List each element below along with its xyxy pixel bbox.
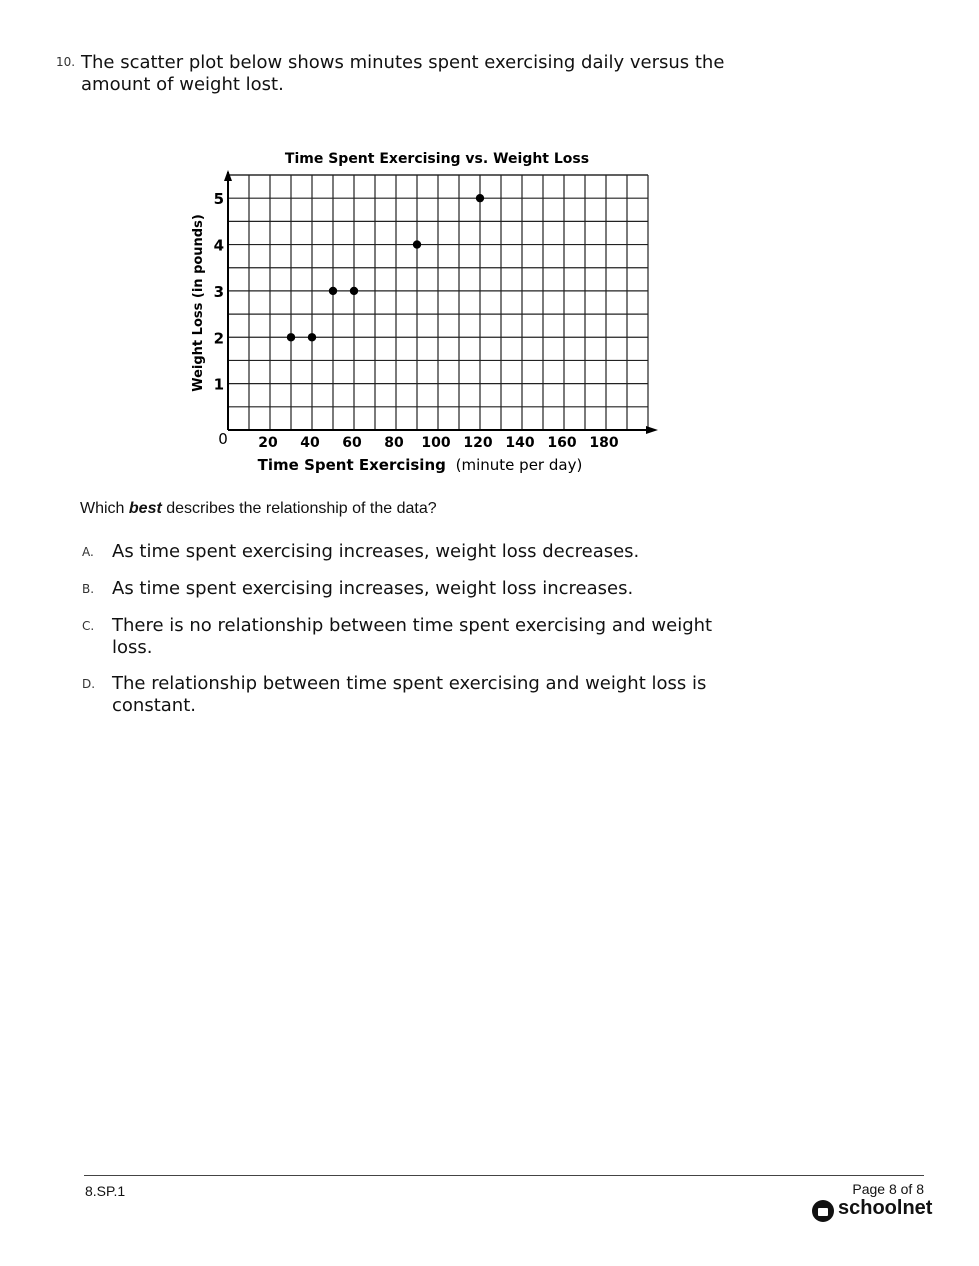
house-icon [812, 1200, 834, 1222]
footer-divider [84, 1175, 924, 1176]
y-tick-label: 1 [213, 375, 224, 394]
choice-letter: A. [82, 545, 94, 559]
prompt-pre: Which [80, 500, 129, 517]
x-tick-label: 100 [421, 435, 451, 451]
y-tick-label: 4 [213, 236, 224, 255]
y-tick-label: 3 [213, 282, 224, 301]
x-tick-label: 20 [258, 435, 278, 451]
choice-text: As time spent exercising increases, weight loss decreases. [112, 541, 640, 562]
x-axis-label: Time Spent Exercising [257, 456, 446, 474]
schoolnet-logo [812, 1197, 933, 1223]
choice-text: As time spent exercising increases, weight loss increases. [112, 578, 634, 599]
y-tick-label: 2 [213, 329, 224, 348]
y-tick-label: 5 [213, 190, 224, 209]
x-axis-label-unit: (minute per day) [455, 456, 583, 474]
choice-text: The relationship between time spent exercising and weight loss is constant. [112, 673, 707, 716]
data-point [287, 333, 295, 341]
x-tick-label: 120 [463, 435, 493, 451]
x-tick-label: 140 [505, 435, 535, 451]
origin-label: 0 [218, 430, 228, 448]
standard-code: 8.SP.1 [85, 1183, 126, 1199]
x-tick-label: 180 [589, 435, 619, 451]
chart-title: Time Spent Exercising vs. Weight Loss [284, 151, 590, 167]
page-number: Page 8 of 8 [852, 1181, 924, 1197]
choice-text: There is no relationship between time spent exercising and weight loss. [112, 615, 713, 658]
data-point [329, 287, 337, 295]
x-tick-label: 40 [300, 435, 320, 451]
scatter-chart [180, 140, 660, 480]
prompt-emphasis: best [128, 500, 162, 517]
prompt-post: describes the relationship of the data? [161, 500, 437, 517]
chart-grid [228, 175, 648, 430]
choice-letter: C. [82, 619, 95, 633]
y-axis-label: Weight Loss (in pounds) [191, 214, 206, 392]
choice-letter: B. [82, 582, 95, 596]
y-tick-labels [214, 190, 224, 393]
x-tick-label: 160 [547, 435, 577, 451]
data-point [308, 333, 316, 341]
question-number: 10. [56, 55, 76, 69]
x-tick-label: 60 [342, 435, 362, 451]
x-tick-labels [258, 435, 619, 451]
svg-text:Time Spent Exercising (min [258, 456, 583, 474]
x-tick-label: 80 [384, 435, 404, 451]
chart-axes [224, 170, 658, 434]
x-axis-arrow [646, 426, 658, 434]
choice-letter: D. [82, 677, 96, 691]
data-point [350, 287, 358, 295]
data-point [413, 240, 421, 248]
question-text: The scatter plot below shows minutes spent exercising daily versus the amount of weight lost. [81, 52, 725, 95]
question-prompt [80, 500, 437, 518]
logo-text: schoolnet [838, 1197, 933, 1219]
data-point [476, 194, 484, 202]
